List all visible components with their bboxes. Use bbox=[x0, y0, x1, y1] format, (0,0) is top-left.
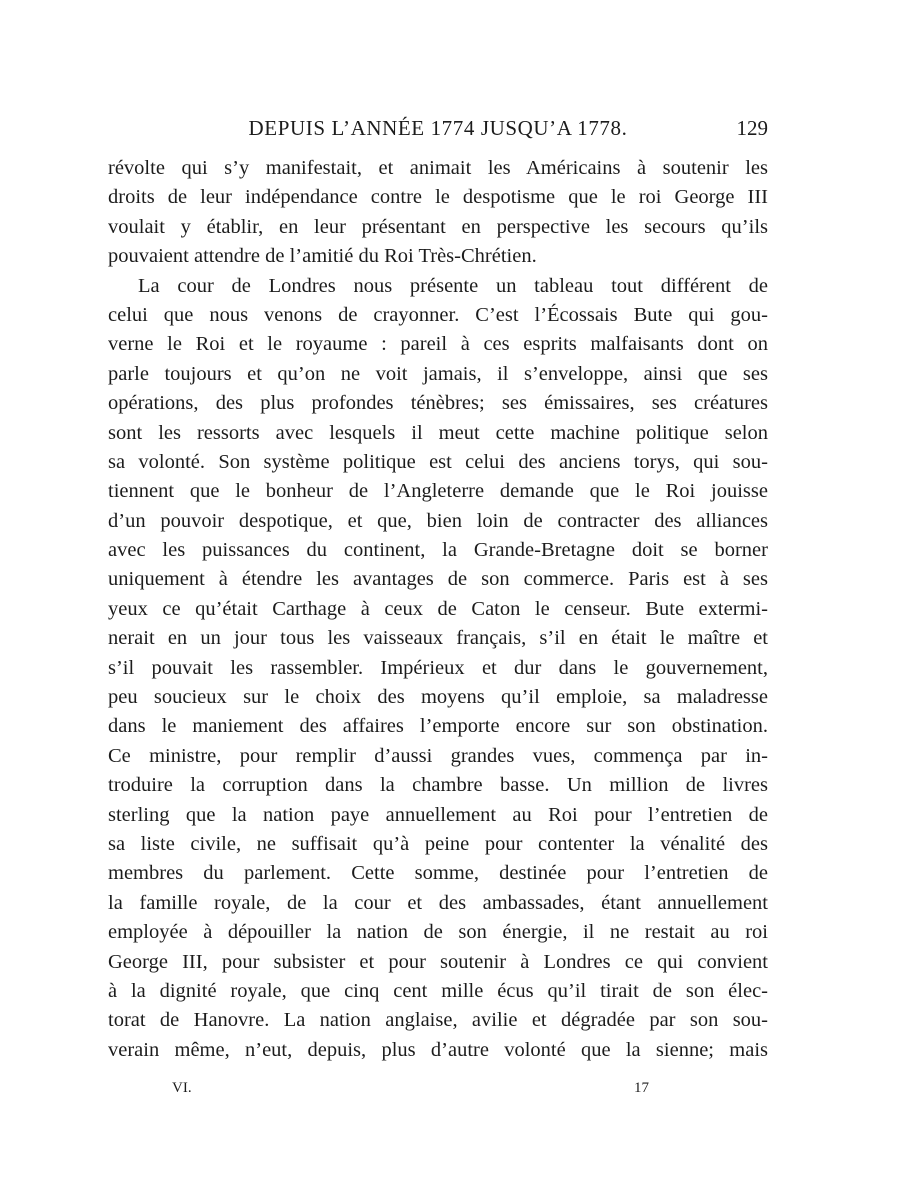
text-line: sa liste civile, ne suffisait qu’à peine pour contenter la vénalité des bbox=[108, 832, 768, 855]
running-title: DEPUIS L’ANNÉE 1774 JUSQU’A 1778. bbox=[248, 116, 628, 140]
text-line: celui que nous venons de crayonner. C’est l’Écossais Bute qui gou- bbox=[108, 303, 768, 326]
text-line: droits de leur indépendance contre le despotisme que le roi George III bbox=[108, 186, 768, 209]
text-line: avec les puissances du continent, la Grande-Bretagne doit se borner bbox=[108, 539, 768, 562]
text-line: employée à dépouiller la nation de son énergie, il ne restait au roi bbox=[108, 921, 768, 944]
text-line: torat de Hanovre. La nation anglaise, avilie et dégradée par son sou- bbox=[108, 1009, 768, 1032]
text-line: verne le Roi et le royaume : pareil à ces esprits malfaisants dont on bbox=[108, 333, 768, 356]
text-line: à la dignité royale, que cinq cent mille écus qu’il tirait de son élec- bbox=[108, 979, 768, 1002]
text-line: la famille royale, de la cour et des ambassades, étant annuellement bbox=[108, 891, 768, 914]
text-line: dans le maniement des affaires l’emporte encore sur son obstination. bbox=[108, 715, 768, 738]
text-line: pouvaient attendre de l’amitié du Roi Très-Chrétien. bbox=[108, 245, 537, 268]
page-number: 129 bbox=[736, 116, 768, 140]
text-line: d’un pouvoir despotique, et que, bien loin de contracter des alliances bbox=[108, 509, 768, 532]
text-line: révolte qui s’y manifestait, et animait les Américains à soutenir les bbox=[108, 157, 768, 179]
body-text bbox=[108, 154, 768, 1065]
text-line: yeux ce qu’était Carthage à ceux de Caton le censeur. Bute extermi- bbox=[108, 597, 768, 620]
volume-signature: VI. bbox=[172, 1080, 192, 1096]
text-line: verain même, n’eut, depuis, plus d’autre volonté que la sienne; mais bbox=[108, 1038, 768, 1061]
page-footer bbox=[108, 1080, 768, 1104]
text-line: opérations, des plus profondes ténèbres; ses émissaires, ses créatures bbox=[108, 392, 768, 415]
text-line: parle toujours et qu’on ne voit jamais, il s’enveloppe, ainsi que ses bbox=[108, 362, 768, 385]
text-line: sa volonté. Son système politique est celui des anciens torys, qui sou- bbox=[108, 450, 768, 473]
text-line: troduire la corruption dans la chambre basse. Un million de livres bbox=[108, 774, 768, 797]
text-line: George III, pour subsister et pour soutenir à Londres ce qui convient bbox=[108, 950, 768, 973]
running-head bbox=[108, 116, 768, 148]
text-line: uniquement à étendre les avantages de son commerce. Paris est à ses bbox=[108, 568, 768, 591]
text-line: sterling que la nation paye annuellement au Roi pour l’entretien de bbox=[108, 803, 768, 826]
text-line: membres du parlement. Cette somme, destinée pour l’entretien de bbox=[108, 862, 768, 885]
text-line: Ce ministre, pour remplir d’aussi grandes vues, commença par in- bbox=[108, 744, 768, 767]
text-line: La cour de Londres nous présente un tableau tout différent de bbox=[138, 274, 768, 297]
text-line: s’il pouvait les rassembler. Impérieux et dur dans le gouvernement, bbox=[108, 656, 768, 679]
gathering-signature: 17 bbox=[634, 1080, 649, 1096]
text-line: voulait y établir, en leur présentant en perspective les secours qu’ils bbox=[108, 215, 768, 238]
text-line: nerait en un jour tous les vaisseaux français, s’il en était le maître et bbox=[108, 627, 768, 650]
text-line: tiennent que le bonheur de l’Angleterre demande que le Roi jouisse bbox=[108, 480, 768, 503]
text-line: sont les ressorts avec lesquels il meut cette machine politique selon bbox=[108, 421, 768, 444]
text-line: peu soucieux sur le choix des moyens qu’il emploie, sa maladresse bbox=[108, 686, 768, 709]
